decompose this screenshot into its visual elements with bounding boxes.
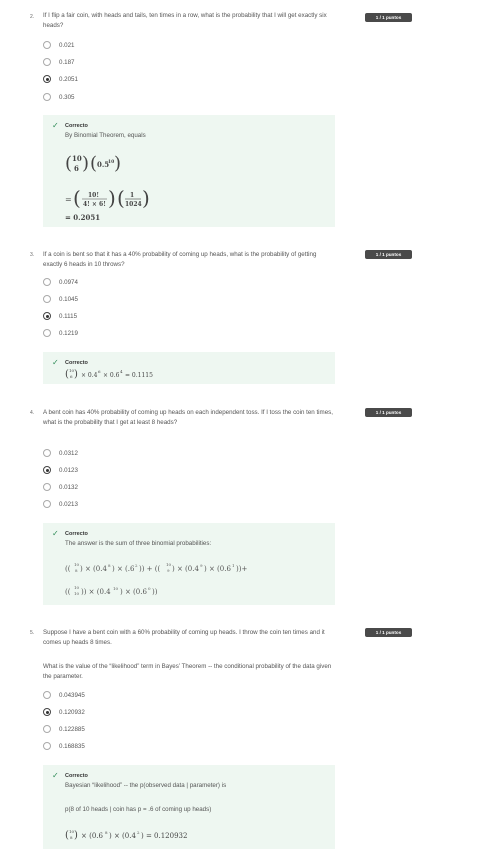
radio-button[interactable] bbox=[43, 295, 51, 303]
radio-button[interactable] bbox=[43, 483, 51, 491]
feedback-text: The answer is the sum of three binomial probabilities: bbox=[65, 540, 212, 547]
question-text: A bent coin has 40% probability of coming up heads on each independent toss. If I toss the coin ten times, what is the probability that I get at least 8 heads? bbox=[43, 409, 333, 426]
math-formula bbox=[65, 828, 205, 844]
math-result: = 0.2051 bbox=[65, 213, 101, 222]
checkmark-icon: ✓ bbox=[52, 529, 59, 538]
option[interactable]: 0.0132 bbox=[43, 482, 78, 492]
question-number: 2. bbox=[30, 14, 35, 20]
option[interactable]: 0.1219 bbox=[43, 328, 78, 338]
svg-text:10: 10 bbox=[72, 154, 82, 163]
radio-button[interactable] bbox=[43, 742, 51, 750]
option-selected[interactable]: 0.0123 bbox=[43, 465, 78, 475]
svg-text:0.5: 0.5 bbox=[97, 160, 110, 169]
svg-text:10: 10 bbox=[108, 160, 115, 165]
math-formula bbox=[65, 584, 215, 600]
svg-text:))+: ))+ bbox=[236, 565, 248, 573]
feedback-title: Correcto bbox=[65, 773, 88, 779]
svg-text:(: ( bbox=[73, 188, 81, 210]
feedback-title: Correcto bbox=[65, 123, 88, 129]
svg-text:) × (0.4: ) × (0.4 bbox=[109, 832, 136, 840]
radio-button[interactable] bbox=[43, 93, 51, 101]
feedback-text: By Binomial Theorem, equals bbox=[65, 132, 146, 139]
svg-text:) = 0.120932: ) = 0.120932 bbox=[141, 832, 188, 840]
radio-button[interactable] bbox=[43, 58, 51, 66]
svg-text:9: 9 bbox=[200, 563, 203, 568]
svg-text:10: 10 bbox=[113, 586, 119, 591]
feedback-box bbox=[43, 352, 335, 384]
svg-text:)) + ((: )) + (( bbox=[139, 565, 161, 573]
feedback-title: Correcto bbox=[65, 360, 88, 366]
math-formula bbox=[65, 367, 185, 383]
svg-text:6: 6 bbox=[70, 374, 73, 379]
math-formula bbox=[65, 561, 305, 577]
radio-button[interactable] bbox=[43, 278, 51, 286]
radio-button[interactable] bbox=[43, 725, 51, 733]
svg-text:8: 8 bbox=[75, 568, 78, 573]
svg-text:(: ( bbox=[117, 188, 125, 210]
feedback-box bbox=[43, 115, 335, 227]
option[interactable]: 0.0312 bbox=[43, 448, 78, 458]
question-text: Suppose I have a bent coin with a 60% probability of coming up heads. I throw the coin ten times and it comes up heads 8 times. bbox=[43, 629, 325, 646]
question-number: 5. bbox=[30, 630, 35, 636]
svg-text:(: ( bbox=[65, 369, 69, 380]
question-subtext: What is the value of the “likelihood” term in Bayes’ Theorem -- the conditional probability of the data given the parameter. bbox=[43, 663, 332, 680]
svg-text:10: 10 bbox=[166, 562, 172, 567]
checkmark-icon: ✓ bbox=[52, 358, 59, 367]
svg-text:10: 10 bbox=[69, 368, 75, 373]
option-selected[interactable]: 0.1115 bbox=[43, 311, 77, 321]
svg-text:): ) bbox=[108, 188, 116, 210]
radio-button-selected[interactable] bbox=[43, 75, 51, 83]
score-badge: 1 / 1 puntos bbox=[365, 13, 412, 22]
svg-text:1024: 1024 bbox=[125, 201, 142, 208]
svg-text:10: 10 bbox=[74, 585, 80, 590]
option[interactable]: 0.187 bbox=[43, 57, 74, 67]
option[interactable]: 0.122885 bbox=[43, 724, 85, 734]
svg-text:(: ( bbox=[65, 153, 73, 174]
radio-button[interactable] bbox=[43, 449, 51, 457]
feedback-box bbox=[43, 765, 335, 849]
svg-text:((: (( bbox=[65, 565, 71, 573]
svg-text:): ) bbox=[142, 188, 150, 210]
math-formula bbox=[65, 153, 145, 177]
svg-text:2: 2 bbox=[135, 563, 138, 568]
svg-text:((: (( bbox=[65, 588, 71, 596]
svg-text:(: ( bbox=[65, 830, 69, 841]
svg-text:9: 9 bbox=[167, 568, 170, 573]
option-selected[interactable]: 0.120932 bbox=[43, 707, 85, 717]
option[interactable]: 0.043945 bbox=[43, 690, 85, 700]
option[interactable]: 0.0974 bbox=[43, 277, 78, 287]
svg-text:8: 8 bbox=[70, 835, 73, 840]
svg-text:) × (0.6: ) × (0.6 bbox=[120, 588, 147, 596]
svg-text:2: 2 bbox=[137, 830, 140, 835]
option[interactable]: 0.021 bbox=[43, 40, 74, 50]
svg-text:): ) bbox=[82, 153, 90, 174]
checkmark-icon: ✓ bbox=[52, 121, 59, 130]
option[interactable]: 0.1045 bbox=[43, 294, 78, 304]
option[interactable]: 0.305 bbox=[43, 92, 74, 102]
math-formula bbox=[65, 188, 175, 214]
svg-text:× 0.4: × 0.4 bbox=[81, 372, 98, 379]
svg-text:8: 8 bbox=[105, 830, 108, 835]
svg-text:10: 10 bbox=[74, 562, 80, 567]
svg-text:(: ( bbox=[90, 153, 98, 174]
svg-text:8: 8 bbox=[108, 563, 111, 568]
svg-text:)) × (0.4: )) × (0.4 bbox=[81, 588, 111, 596]
svg-text:10: 10 bbox=[74, 591, 80, 596]
radio-button[interactable] bbox=[43, 500, 51, 508]
radio-button-selected[interactable] bbox=[43, 312, 51, 320]
likelihood-formula bbox=[65, 828, 205, 842]
svg-text:=: = bbox=[65, 195, 72, 204]
option-selected[interactable]: 0.2051 bbox=[43, 74, 78, 84]
svg-text:1: 1 bbox=[232, 563, 235, 568]
score-badge: 1 / 1 puntos bbox=[365, 408, 412, 417]
svg-text:6: 6 bbox=[74, 164, 79, 173]
radio-button[interactable] bbox=[43, 41, 51, 49]
svg-text:10: 10 bbox=[69, 829, 75, 834]
question-text: If a coin is bent so that it has a 40% probability of coming up heads, what is the probability of getting exactly 6 heads in 10 throws? bbox=[43, 251, 317, 268]
svg-text:1: 1 bbox=[130, 192, 135, 199]
svg-text:) × (0.4: ) × (0.4 bbox=[80, 565, 107, 573]
binomial-formula bbox=[65, 367, 185, 381]
radio-button-selected[interactable] bbox=[43, 466, 51, 474]
sum-formula-line2 bbox=[65, 584, 215, 598]
question-number: 3. bbox=[30, 252, 35, 258]
svg-text:): ) bbox=[114, 153, 122, 174]
svg-text:): ) bbox=[74, 830, 78, 841]
factorial-formula bbox=[65, 188, 175, 212]
question-number: 4. bbox=[30, 410, 35, 416]
svg-text:6: 6 bbox=[98, 369, 101, 374]
radio-button[interactable] bbox=[43, 329, 51, 337]
sum-formula-line1 bbox=[65, 561, 305, 575]
svg-text:× 0.6: × 0.6 bbox=[103, 372, 120, 379]
svg-text:) × (0.4: ) × (0.4 bbox=[172, 565, 199, 573]
svg-text:) × (.6: ) × (.6 bbox=[112, 565, 135, 573]
checkmark-icon: ✓ bbox=[52, 771, 59, 780]
svg-text:)): )) bbox=[152, 588, 158, 596]
option[interactable]: 0.0213 bbox=[43, 499, 78, 509]
option[interactable]: 0.168835 bbox=[43, 741, 85, 751]
feedback-box bbox=[43, 523, 335, 605]
feedback-title: Correcto bbox=[65, 531, 88, 537]
svg-text:): ) bbox=[74, 369, 78, 380]
svg-text:× (0.6: × (0.6 bbox=[81, 832, 103, 840]
svg-text:4: 4 bbox=[120, 369, 123, 374]
feedback-text: Bayesian “likelihood” -- the p(observed data | parameter) is bbox=[65, 782, 227, 789]
feedback-text-2: p(8 of 10 heads | coin has p = .6 of coming up heads) bbox=[65, 806, 212, 813]
radio-button-selected[interactable] bbox=[43, 708, 51, 716]
score-badge: 1 / 1 puntos bbox=[365, 250, 412, 259]
question-text: If I flip a fair coin, with heads and tails, ten times in a row, what is the probability that I will get exactly six heads? bbox=[43, 12, 327, 29]
svg-text:= 0.1115: = 0.1115 bbox=[125, 372, 153, 379]
score-badge: 1 / 1 puntos bbox=[365, 628, 412, 637]
svg-text:0: 0 bbox=[148, 586, 151, 591]
svg-text:4! × 6!: 4! × 6! bbox=[83, 201, 106, 208]
radio-button[interactable] bbox=[43, 691, 51, 699]
svg-text:10!: 10! bbox=[88, 192, 99, 199]
svg-text:) × (0.6: ) × (0.6 bbox=[204, 565, 231, 573]
binomial-formula bbox=[65, 153, 145, 175]
